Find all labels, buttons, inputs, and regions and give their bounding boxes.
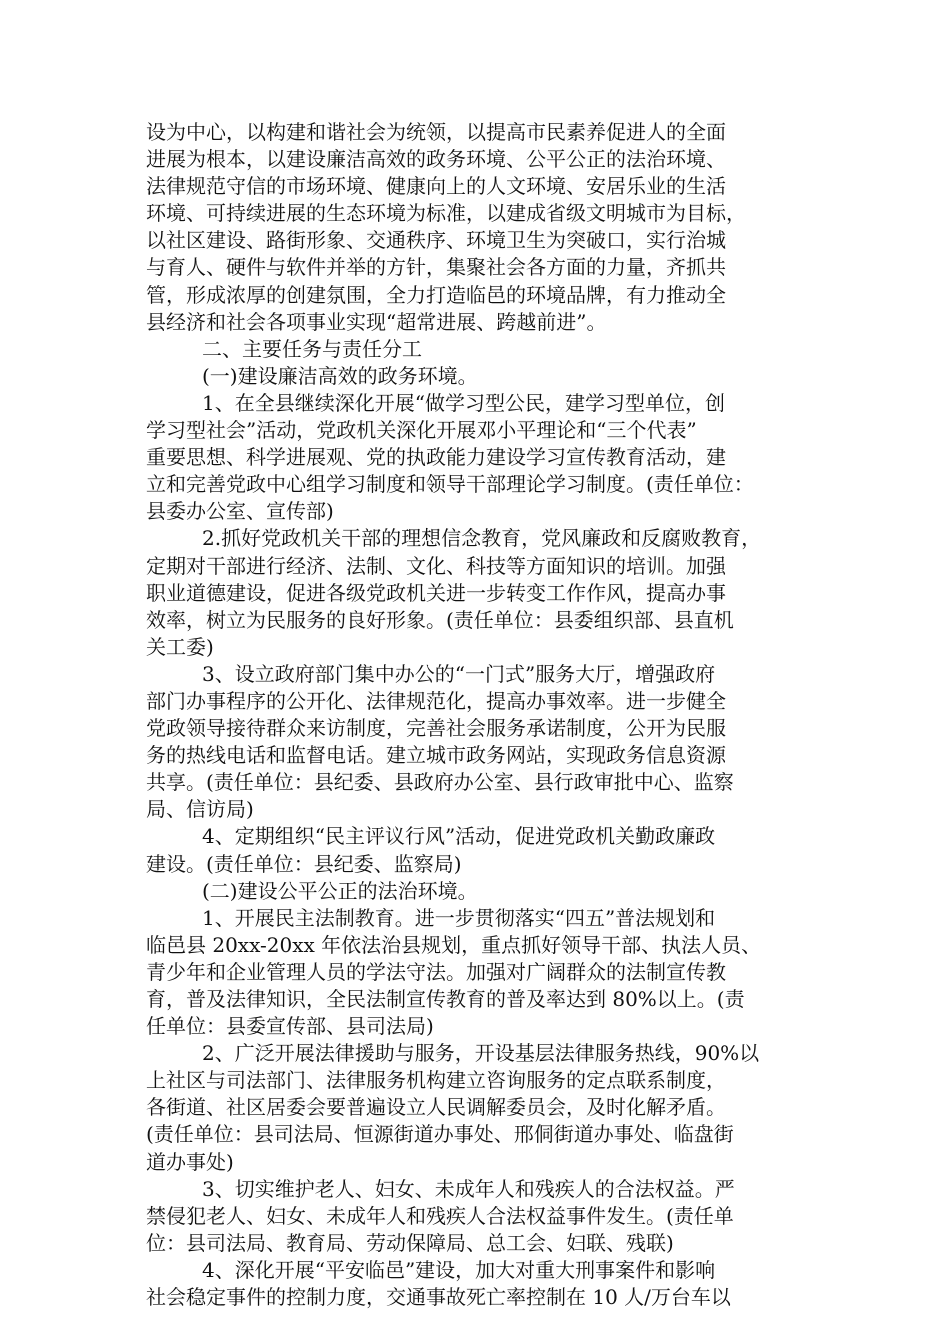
text-line: (责任单位：县司法局、恒源街道办事处、邢侗街道办事处、临盘街 bbox=[146, 1122, 734, 1147]
text-line: 临邑县 20xx-20xx 年依法治县规划，重点抓好领导干部、执法人员、 bbox=[146, 932, 762, 957]
text-line: 学习型社会”活动，党政机关深化开展邓小平理论和“三个代表” bbox=[146, 418, 697, 443]
text-line: 环境、可持续进展的生态环境为标准，以建成省级文明城市为目标， bbox=[146, 201, 746, 226]
text-line: (二)建设公平公正的法治环境。 bbox=[202, 878, 478, 903]
text-line: 育，普及法律知识，全民法制宣传教育的普及率达到 80%以上。(责 bbox=[146, 987, 745, 1011]
text-line: 党政领导接待群众来访制度，完善社会服务承诺制度，公开为民服 bbox=[146, 716, 726, 741]
text-line: 各街道、社区居委会要普遍设立人民调解委员会，及时化解矛盾。 bbox=[146, 1095, 726, 1120]
text-line: 效率，树立为民服务的良好形象。(责任单位：县委组织部、县直机 bbox=[146, 607, 734, 632]
text-line: 重要思想、科学进展观、党的执政能力建设学习宣传教育活动，建 bbox=[146, 445, 726, 470]
text-line: 2、广泛开展法律援助与服务，开设基层法律服务热线，90%以 bbox=[202, 1041, 760, 1066]
text-line: 二、主要任务与责任分工 bbox=[202, 336, 422, 361]
text-line: 2.抓好党政机关干部的理想信念教育，党风廉政和反腐败教育， bbox=[202, 526, 762, 551]
text-line: 关工委) bbox=[146, 634, 214, 659]
text-line: 局、信访局) bbox=[146, 797, 254, 822]
text-line: 1、在全县继续深化开展“做学习型公民，建学习型单位，创 bbox=[202, 390, 725, 415]
text-line: 法律规范守信的市场环境、健康向上的人文环境、安居乐业的生活 bbox=[146, 174, 726, 199]
text-line: 立和完善党政中心组学习制度和领导干部理论学习制度。(责任单位： bbox=[146, 472, 754, 497]
text-line: 青少年和企业管理人员的学法守法。加强对广阔群众的法制宣传教 bbox=[146, 959, 726, 984]
text-line: 1、开展民主法制教育。进一步贯彻落实“四五”普法规划和 bbox=[202, 905, 716, 930]
text-line: 县委办公室、宣传部) bbox=[146, 499, 334, 524]
text-line: 设为中心，以构建和谐社会为统领，以提高市民素养促进人的全面 bbox=[146, 120, 726, 144]
text-line: (一)建设廉洁高效的政务环境。 bbox=[202, 363, 478, 388]
text-line: 上社区与司法部门、法律服务机构建立咨询服务的定点联系制度， bbox=[146, 1068, 726, 1093]
text-line: 与育人、硬件与软件并举的方针，集聚社会各方面的力量，齐抓共 bbox=[146, 255, 726, 280]
text-line: 管，形成浓厚的创建氛围，全力打造临邑的环境品牌，有力推动全 bbox=[146, 282, 726, 307]
text-line: 以社区建设、路街形象、交通秩序、环境卫生为突破口，实行治城 bbox=[146, 228, 726, 253]
text-line: 建设。(责任单位：县纪委、监察局) bbox=[146, 851, 462, 876]
text-line: 定期对干部进行经济、法制、文化、科技等方面知识的培训。加强 bbox=[146, 553, 726, 578]
text-line: 3、设立政府部门集中办公的“一门式”服务大厅，增强政府 bbox=[202, 661, 716, 686]
text-line: 道办事处) bbox=[146, 1149, 234, 1174]
text-line: 3、切实维护老人、妇女、未成年人和残疾人的合法权益。严 bbox=[202, 1176, 735, 1201]
text-line: 务的热线电话和监督电话。建立城市政务网站，实现政务信息资源 bbox=[146, 743, 726, 768]
text-line: 共享。(责任单位：县纪委、县政府办公室、县行政审批中心、监察 bbox=[146, 770, 734, 795]
text-line: 4、深化开展“平安临邑”建设，加大对重大刑事案件和影响 bbox=[202, 1257, 716, 1282]
text-line: 4、定期组织“民主评议行风”活动，促进党政机关勤政廉政 bbox=[202, 824, 716, 849]
text-line: 任单位：县委宣传部、县司法局) bbox=[146, 1014, 434, 1039]
text-line: 进展为根本，以建设廉洁高效的政务环境、公平公正的法治环境、 bbox=[146, 147, 726, 172]
text-line: 位：县司法局、教育局、劳动保障局、总工会、妇联、残联) bbox=[146, 1230, 674, 1255]
text-line: 社会稳定事件的控制力度，交通事故死亡率控制在 10 人/万台车以 bbox=[146, 1285, 731, 1310]
text-line: 部门办事程序的公开化、法律规范化，提高办事效率。进一步健全 bbox=[146, 688, 726, 713]
text-line: 职业道德建设，促进各级党政机关进一步转变工作作风，提高办事 bbox=[146, 580, 726, 605]
document-page bbox=[146, 119, 806, 1311]
text-line: 县经济和社会各项事业实现“超常进展、跨越前进”。 bbox=[146, 309, 607, 334]
text-line: 禁侵犯老人、妇女、未成年人和残疾人合法权益事件发生。(责任单 bbox=[146, 1203, 734, 1228]
